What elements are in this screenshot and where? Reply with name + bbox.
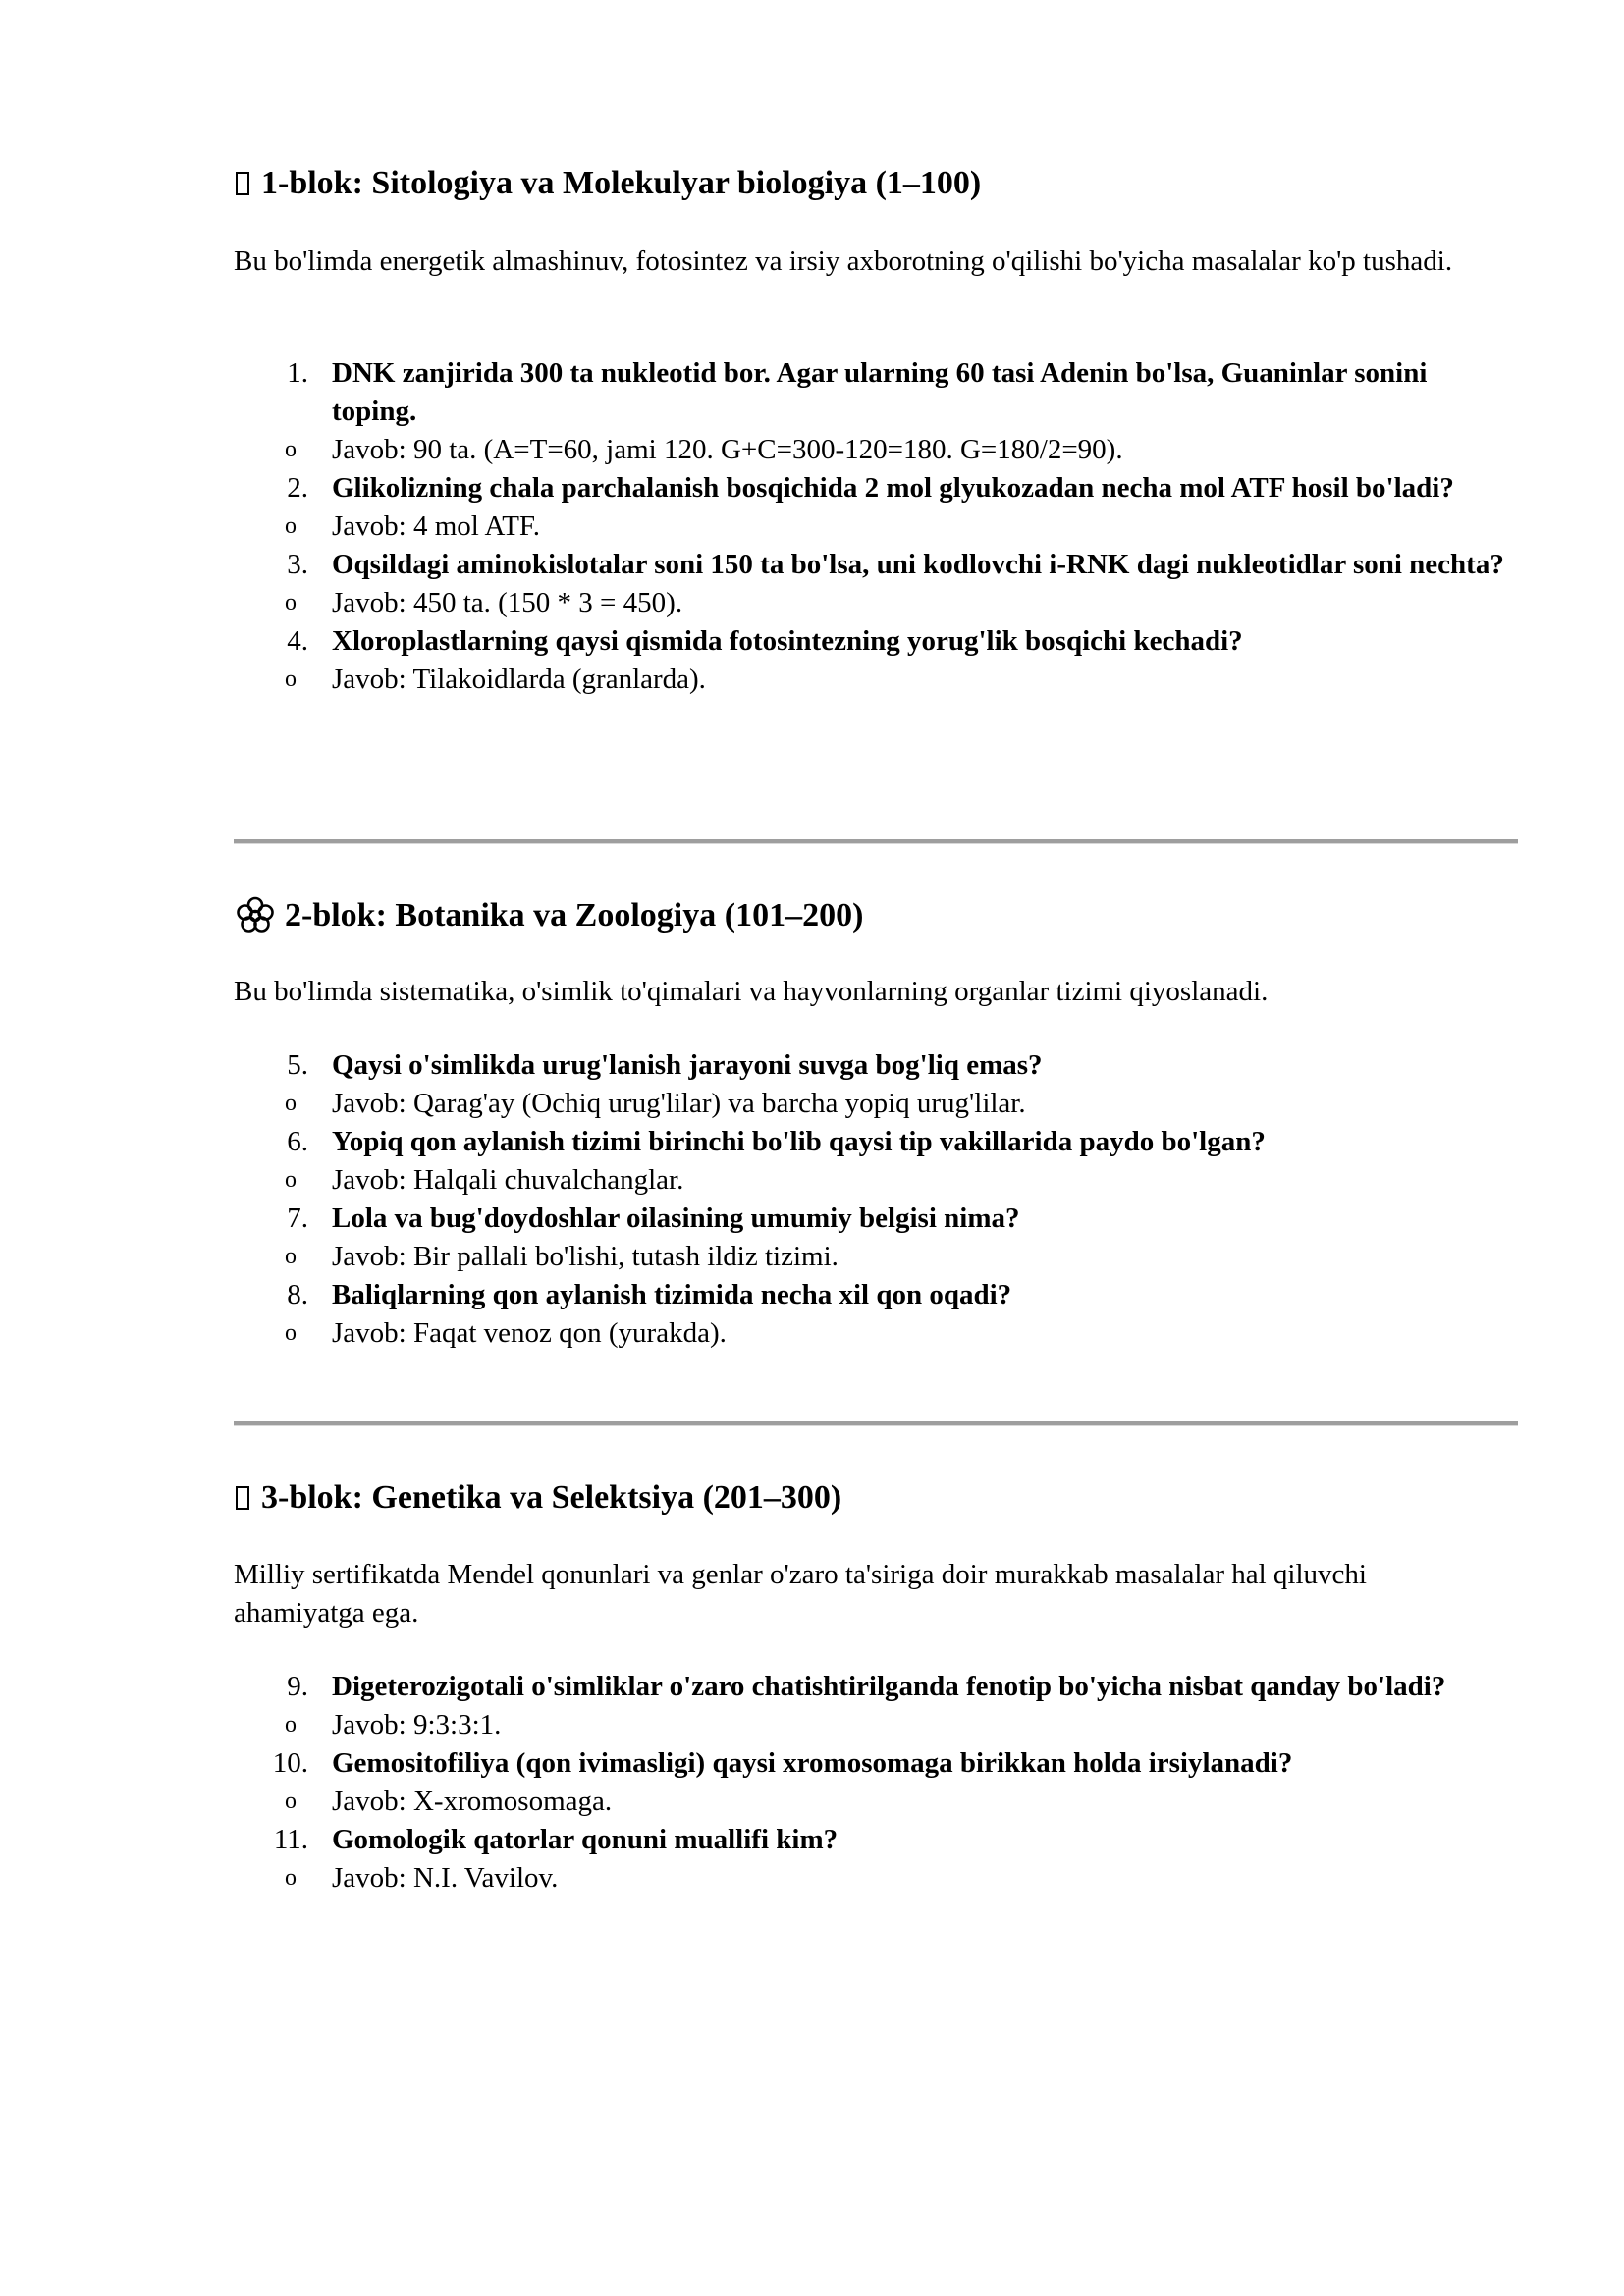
flower-icon: [234, 896, 277, 935]
question: [234, 622, 1518, 661]
answer-text: Javob: 450 ta. (150 * 3 = 450).: [332, 587, 683, 618]
question-item: [234, 1821, 1518, 1897]
question: [234, 354, 1518, 431]
answer-text: Javob: Qarag'ay (Ochiq urug'lilar) va barcha yopiq urug'lilar.: [332, 1088, 1026, 1119]
question: [234, 1668, 1518, 1706]
block-3-questions: [234, 1668, 1518, 1897]
bullet-circle-icon: o: [285, 1712, 297, 1737]
question: [234, 1200, 1518, 1238]
question-item: [234, 354, 1518, 469]
question-item: [234, 469, 1518, 546]
block-1-questions: [234, 354, 1518, 699]
question: [234, 1046, 1518, 1085]
block-3: [234, 1478, 1518, 1894]
question-item: [234, 622, 1518, 699]
question-item: [234, 1668, 1518, 1744]
question: [234, 1744, 1518, 1783]
question-item: [234, 1200, 1518, 1276]
question-number: 10.: [272, 1747, 308, 1779]
answer: [234, 1783, 1518, 1821]
question-text: DNK zanjirida 300 ta nukleotid bor. Agar ularning 60 tasi Adenin bo'lsa, Guaninlar sonini toping.: [332, 357, 1428, 427]
question-number: 8.: [287, 1279, 308, 1310]
missing-glyph-box-icon: [236, 172, 249, 195]
bullet-circle-icon: o: [285, 437, 297, 462]
question-number: 2.: [287, 472, 308, 504]
answer-text: Javob: N.I. Vavilov.: [332, 1862, 559, 1894]
bullet-circle-icon: o: [285, 590, 297, 615]
answer: [234, 1085, 1518, 1123]
question: [234, 469, 1518, 507]
bullet-circle-icon: o: [285, 1865, 297, 1891]
answer-text: Javob: Bir pallali bo'lishi, tutash ildiz tizimi.: [332, 1241, 839, 1272]
question-item: [234, 546, 1518, 622]
question-text: Qaysi o'simlikda urug'lanish jarayoni suvga bog'liq emas?: [332, 1049, 1043, 1081]
question-item: [234, 1276, 1518, 1353]
answer-text: Javob: 9:3:3:1.: [332, 1709, 502, 1740]
question-item: [234, 1046, 1518, 1123]
question-number: 7.: [287, 1202, 308, 1234]
question-text: Lola va bug'doydoshlar oilasining umumiy belgisi nima?: [332, 1202, 1020, 1234]
question-text: Yopiq qon aylanish tizimi birinchi bo'lib qaysi tip vakillarida paydo bo'lgan?: [332, 1126, 1266, 1157]
question-number: 9.: [287, 1671, 308, 1702]
block-1: [234, 164, 1518, 695]
answer-text: Javob: Halqali chuvalchanglar.: [332, 1164, 684, 1196]
answer: [234, 661, 1518, 699]
bullet-circle-icon: o: [285, 1789, 297, 1814]
section-divider: [234, 1421, 1518, 1426]
answer: [234, 1314, 1518, 1353]
block-2: [234, 896, 1518, 1349]
question-text: Digeterozigotali o'simliklar o'zaro chatishtirilganda fenotip bo'yicha nisbat qanday bo'ladi?: [332, 1671, 1446, 1702]
block-2-intro: Bu bo'limda sistematika, o'simlik to'qimalari va hayvonlarning organlar tizimi qiyoslanadi.: [234, 976, 1269, 1007]
question-number: 11.: [273, 1824, 308, 1855]
answer: [234, 1238, 1518, 1276]
question-number: 6.: [287, 1126, 308, 1157]
block-2-title-text: 2-blok: Botanika va Zoologiya (101–200): [285, 897, 864, 934]
question-item: [234, 1744, 1518, 1821]
answer-text: Javob: Tilakoidlarda (granlarda).: [332, 664, 706, 695]
question-number: 1.: [287, 357, 308, 389]
question-number: 4.: [287, 625, 308, 657]
question-text: Xloroplastlarning qaysi qismida fotosintezning yorug'lik bosqichi kechadi?: [332, 625, 1243, 657]
answer-text: Javob: X-xromosomaga.: [332, 1786, 613, 1817]
bullet-circle-icon: o: [285, 1091, 297, 1116]
answer: [234, 1161, 1518, 1200]
question-text: Gomologik qatorlar qonuni muallifi kim?: [332, 1824, 839, 1855]
bullet-circle-icon: o: [285, 1320, 297, 1346]
question-number: 3.: [287, 549, 308, 580]
block-2-questions: [234, 1046, 1518, 1353]
bullet-circle-icon: o: [285, 1167, 297, 1193]
bullet-circle-icon: o: [285, 1244, 297, 1269]
section-divider: [234, 839, 1518, 844]
answer: [234, 507, 1518, 546]
answer-text: Javob: Faqat venoz qon (yurakda).: [332, 1317, 727, 1349]
question: [234, 1821, 1518, 1859]
question-text: Oqsildagi aminokislotalar soni 150 ta bo'lsa, uni kodlovchi i-RNK dagi nukleotidlar soni nechta?: [332, 549, 1504, 580]
bullet-circle-icon: o: [285, 667, 297, 692]
answer: [234, 1859, 1518, 1897]
question-text: Baliqlarning qon aylanish tizimida necha xil qon oqadi?: [332, 1279, 1012, 1310]
block-1-title: [234, 164, 1518, 203]
question: [234, 546, 1518, 584]
block-1-intro: Bu bo'limda energetik almashinuv, fotosintez va irsiy axborotning o'qilishi bo'yicha masalalar ko'p tushadi.: [234, 245, 1453, 277]
answer: [234, 1706, 1518, 1744]
block-3-title-text: 3-blok: Genetika va Selektsiya (201–300): [261, 1479, 842, 1516]
question: [234, 1276, 1518, 1314]
question-item: [234, 1123, 1518, 1200]
bullet-circle-icon: o: [285, 513, 297, 539]
answer: [234, 431, 1518, 469]
question-text: Glikolizning chala parchalanish bosqichida 2 mol glyukozadan necha mol ATF hosil bo'ladi?: [332, 472, 1454, 504]
block-1-title-text: 1-blok: Sitologiya va Molekulyar biologiya (1–100): [261, 165, 982, 201]
question-number: 5.: [287, 1049, 308, 1081]
question-text: Gemositofiliya (qon ivimasligi) qaysi xromosomaga birikkan holda irsiylanadi?: [332, 1747, 1293, 1779]
answer: [234, 584, 1518, 622]
answer-text: Javob: 4 mol ATF.: [332, 510, 540, 542]
block-2-title: [234, 896, 1518, 935]
block-3-title: [234, 1478, 1518, 1518]
question: [234, 1123, 1518, 1161]
answer-text: Javob: 90 ta. (A=T=60, jami 120. G+C=300-120=180. G=180/2=90).: [332, 434, 1123, 465]
missing-glyph-box-icon: [236, 1486, 249, 1510]
block-3-intro: Milliy sertifikatda Mendel qonunlari va genlar o'zaro ta'siriga doir murakkab masalalar hal qiluvchi ahamiyatga ega.: [234, 1559, 1367, 1629]
